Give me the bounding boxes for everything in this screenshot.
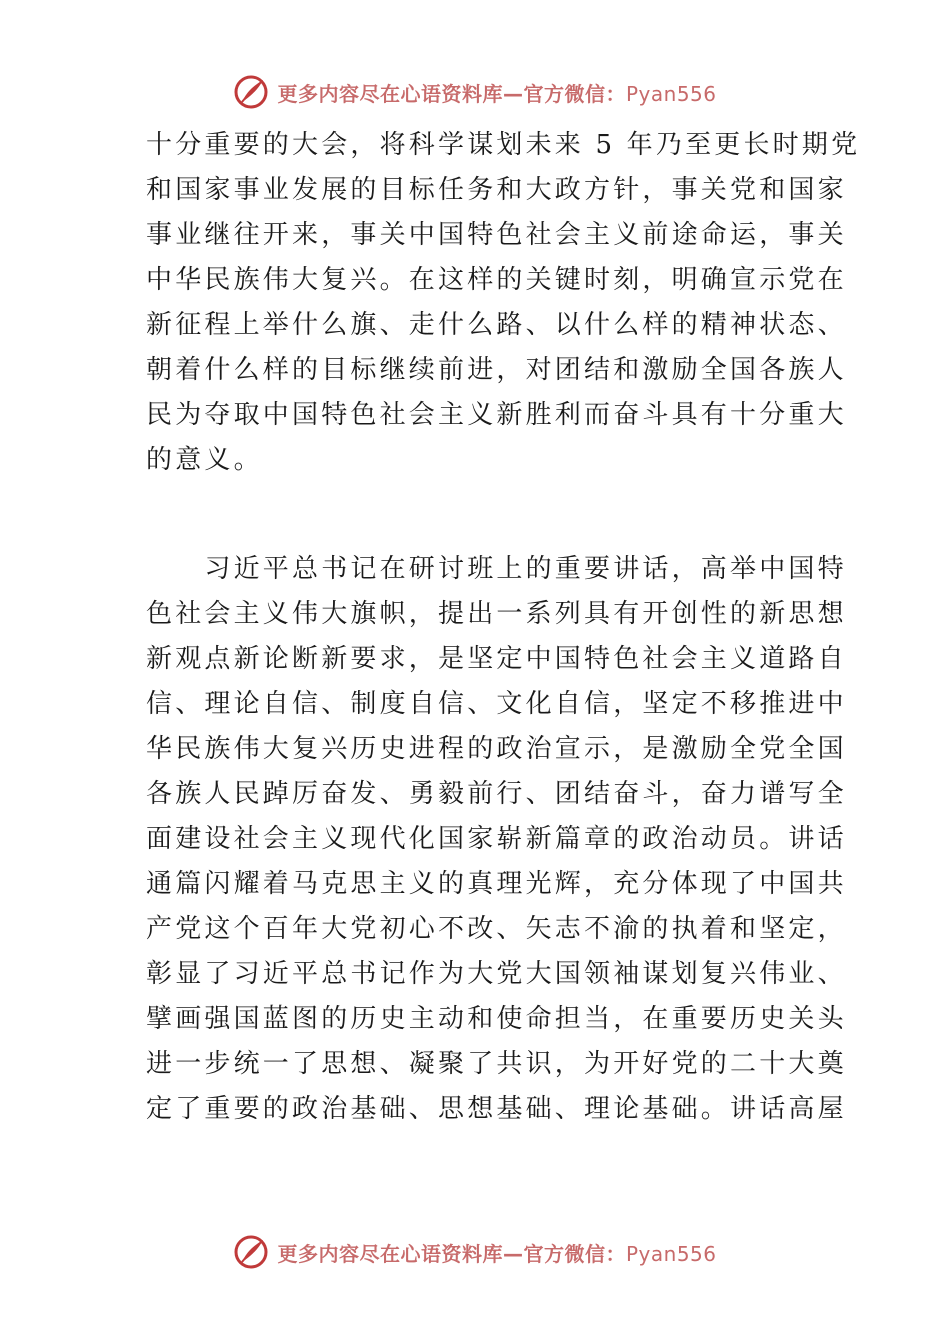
text-line: 新征程上举什么旗、走什么路、以什么样的精神状态、 [146, 310, 847, 340]
text-line: 信、理论自信、制度自信、文化自信，坚定不移推进中 [146, 689, 847, 719]
text-line: 中华民族伟大复兴。在这样的关键时刻，明确宣示党在 [146, 265, 847, 295]
text-line: 定了重要的政治基础、思想基础、理论基础。讲话高屋 [146, 1094, 847, 1124]
text-line: 十分重要的大会，将科学谋划未来 5 年乃至更长时期党 [146, 130, 861, 160]
text-line: 华民族伟大复兴历史进程的政治宣示，是激励全党全国 [146, 734, 847, 764]
text-line: 面建设社会主义现代化国家崭新篇章的政治动员。讲话 [146, 824, 847, 854]
text-line: 进一步统一了思想、凝聚了共识，为开好党的二十大奠 [146, 1049, 847, 1079]
quill-logo-icon [233, 1234, 269, 1270]
text-line: 习近平总书记在研讨班上的重要讲话，高举中国特 [146, 554, 847, 584]
paragraph-1 [146, 123, 861, 483]
text-line: 彰显了习近平总书记作为大党大国领袖谋划复兴伟业、 [146, 959, 847, 989]
text-line: 擘画强国蓝图的历史主动和使命担当，在重要历史关头 [146, 1004, 847, 1034]
watermark-text: 更多内容尽在心语资料库—官方微信：Pyan556 [277, 81, 717, 106]
text-line: 和国家事业发展的目标任务和大政方针，事关党和国家 [146, 175, 847, 205]
text-line: 各族人民踔厉奋发、勇毅前行、团结奋斗，奋力谱写全 [146, 779, 847, 809]
header-watermark [0, 72, 950, 112]
text-line: 的意义。 [146, 445, 263, 475]
footer-watermark [0, 1232, 950, 1272]
text-line: 色社会主义伟大旗帜，提出一系列具有开创性的新思想 [146, 599, 847, 629]
text-line: 朝着什么样的目标继续前进，对团结和激励全国各族人 [146, 355, 847, 385]
watermark-text: 更多内容尽在心语资料库—官方微信：Pyan556 [277, 1241, 717, 1266]
text-line: 新观点新论断新要求，是坚定中国特色社会主义道路自 [146, 644, 847, 674]
document-body [146, 123, 861, 1132]
text-line: 事业继往开来，事关中国特色社会主义前途命运，事关 [146, 220, 847, 250]
text-line: 产党这个百年大党初心不改、矢志不渝的执着和坚定， [146, 914, 847, 944]
paragraph-2 [146, 547, 847, 1132]
paragraph-gap [146, 483, 808, 547]
quill-logo-icon [233, 74, 269, 110]
text-line: 民为夺取中国特色社会主义新胜利而奋斗具有十分重大 [146, 400, 847, 430]
text-line: 通篇闪耀着马克思主义的真理光辉，充分体现了中国共 [146, 869, 847, 899]
